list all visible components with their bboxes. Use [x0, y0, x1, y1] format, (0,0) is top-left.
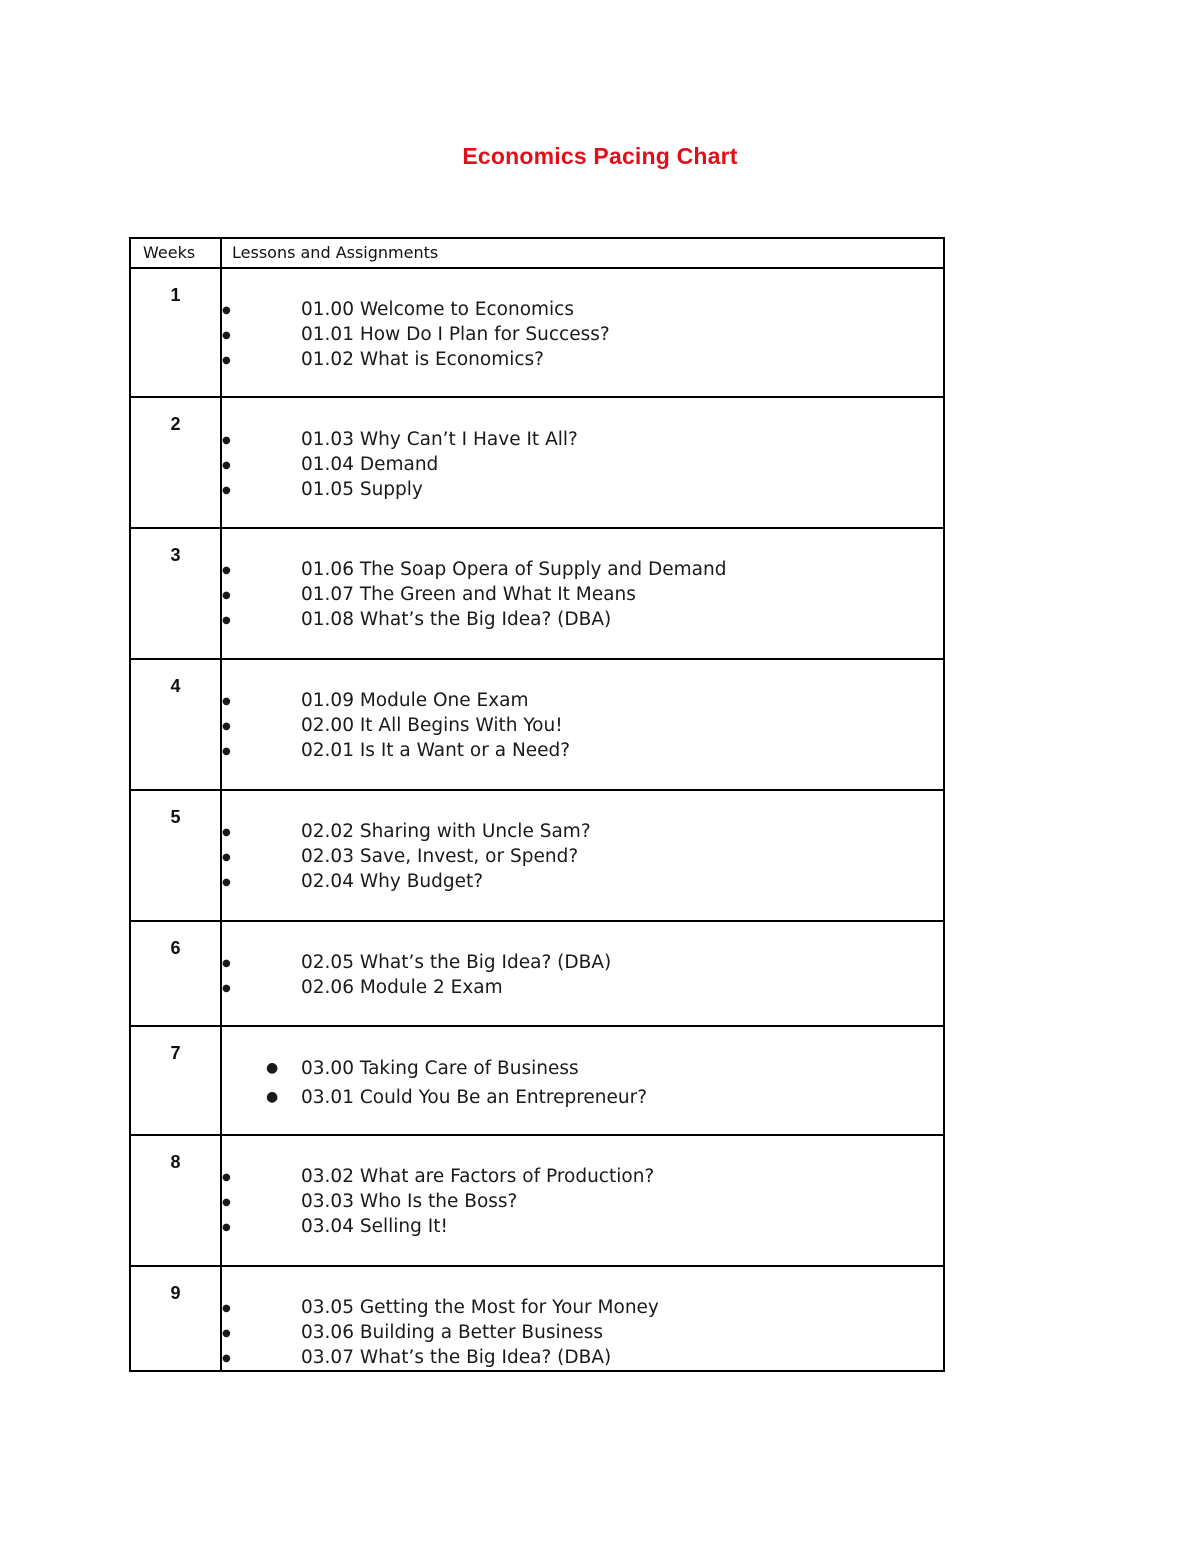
- list-item: [222, 582, 943, 607]
- bullet-icon: ●: [222, 852, 231, 863]
- bullet-icon: ●: [222, 305, 231, 316]
- week-number: 7: [130, 1026, 221, 1135]
- bullet-icon: ●: [222, 877, 231, 888]
- lesson-label: 03.06 Building a Better Business: [301, 1322, 604, 1343]
- list-item: [222, 427, 943, 452]
- lesson-label: 01.09 Module One Exam: [301, 690, 529, 711]
- list-item: [222, 1345, 943, 1370]
- week-number: 8: [130, 1135, 221, 1266]
- list-item: [222, 844, 943, 869]
- list-item: [222, 1164, 943, 1189]
- bullet-icon: ●: [222, 696, 231, 707]
- lesson-label: 02.00 It All Begins With You!: [301, 715, 563, 736]
- lessons-cell: [221, 659, 944, 790]
- week-number: 4: [130, 659, 221, 790]
- bullet-icon: ●: [222, 1328, 231, 1339]
- lesson-list: [222, 529, 943, 632]
- lesson-label: 03.02 What are Factors of Production?: [301, 1166, 655, 1187]
- list-item: [222, 950, 943, 975]
- lesson-label: 01.05 Supply: [301, 479, 423, 500]
- bullet-icon: ●: [222, 615, 231, 626]
- lesson-list: [222, 922, 943, 1000]
- lesson-list: [222, 660, 943, 763]
- table-row: [130, 1135, 944, 1266]
- lesson-list: [222, 269, 943, 372]
- table-header-row: [130, 238, 944, 268]
- lesson-list: [222, 1027, 943, 1112]
- list-item: [222, 975, 943, 1000]
- lessons-cell: [221, 921, 944, 1026]
- bullet-icon: ●: [266, 1089, 279, 1105]
- list-item: [222, 557, 943, 582]
- list-item: [222, 347, 943, 372]
- list-item: [222, 869, 943, 894]
- lesson-label: 01.08 What’s the Big Idea? (DBA): [301, 609, 612, 630]
- lessons-cell: [221, 397, 944, 528]
- lesson-label: 02.01 Is It a Want or a Need?: [301, 740, 571, 761]
- lesson-list: [222, 1267, 943, 1370]
- list-item: [222, 1189, 943, 1214]
- bullet-icon: ●: [222, 485, 231, 496]
- table-row: [130, 1266, 944, 1371]
- list-item: [222, 452, 943, 477]
- week-number: 2: [130, 397, 221, 528]
- lesson-list: [222, 1136, 943, 1239]
- table-row: [130, 659, 944, 790]
- table-row: [130, 1026, 944, 1135]
- lesson-label: 01.03 Why Can’t I Have It All?: [301, 429, 578, 450]
- week-number: 5: [130, 790, 221, 921]
- bullet-icon: ●: [222, 590, 231, 601]
- lesson-label: 01.00 Welcome to Economics: [301, 299, 574, 320]
- lesson-list: [222, 791, 943, 894]
- bullet-icon: ●: [222, 435, 231, 446]
- bullet-icon: ●: [222, 565, 231, 576]
- table-row: [130, 528, 944, 659]
- bullet-icon: ●: [222, 330, 231, 341]
- header-weeks: Weeks: [130, 238, 221, 268]
- lessons-cell: [221, 268, 944, 397]
- pacing-table: [129, 237, 945, 1372]
- lesson-label: 02.03 Save, Invest, or Spend?: [301, 846, 579, 867]
- lesson-label: 01.07 The Green and What It Means: [301, 584, 636, 605]
- lessons-cell: [221, 790, 944, 921]
- bullet-icon: ●: [222, 1222, 231, 1233]
- table-row: [130, 268, 944, 397]
- list-item: [222, 1214, 943, 1239]
- lessons-cell: [221, 1266, 944, 1371]
- lesson-label: 03.01 Could You Be an Entrepreneur?: [301, 1087, 648, 1108]
- list-item: [222, 819, 943, 844]
- week-number: 1: [130, 268, 221, 397]
- list-item: [222, 1083, 943, 1112]
- lesson-label: 01.02 What is Economics?: [301, 349, 545, 370]
- list-item: [222, 688, 943, 713]
- header-lessons: Lessons and Assignments: [221, 238, 944, 268]
- list-item: [222, 607, 943, 632]
- lesson-list: [222, 398, 943, 502]
- lessons-cell: [221, 1135, 944, 1266]
- lesson-label: 02.04 Why Budget?: [301, 871, 484, 892]
- bullet-icon: ●: [222, 1303, 231, 1314]
- list-item: [222, 1295, 943, 1320]
- bullet-icon: ●: [266, 1060, 279, 1076]
- bullet-icon: ●: [222, 1197, 231, 1208]
- bullet-icon: ●: [222, 1353, 231, 1364]
- table-row: [130, 790, 944, 921]
- table-row: [130, 921, 944, 1026]
- list-item: [222, 477, 943, 502]
- lessons-cell: [221, 528, 944, 659]
- lesson-label: 01.01 How Do I Plan for Success?: [301, 324, 610, 345]
- lesson-label: 02.06 Module 2 Exam: [301, 977, 503, 998]
- bullet-icon: ●: [222, 1172, 231, 1183]
- week-number: 9: [130, 1266, 221, 1371]
- bullet-icon: ●: [222, 746, 231, 757]
- lesson-label: 03.03 Who Is the Boss?: [301, 1191, 518, 1212]
- bullet-icon: ●: [222, 827, 231, 838]
- lesson-label: 03.04 Selling It!: [301, 1216, 448, 1237]
- bullet-icon: ●: [222, 460, 231, 471]
- bullet-icon: ●: [222, 355, 231, 366]
- bullet-icon: ●: [222, 721, 231, 732]
- bullet-icon: ●: [222, 983, 231, 994]
- bullet-icon: ●: [222, 958, 231, 969]
- lesson-label: 01.04 Demand: [301, 454, 439, 475]
- list-item: [222, 322, 943, 347]
- lesson-label: 02.05 What’s the Big Idea? (DBA): [301, 952, 612, 973]
- lesson-label: 01.06 The Soap Opera of Supply and Demand: [301, 559, 727, 580]
- list-item: [222, 297, 943, 322]
- table-row: [130, 397, 944, 528]
- page-title: Economics Pacing Chart: [462, 143, 738, 169]
- lesson-label: 03.00 Taking Care of Business: [301, 1058, 579, 1079]
- list-item: [222, 1320, 943, 1345]
- list-item: [222, 738, 943, 763]
- list-item: [222, 1054, 943, 1083]
- lesson-label: 02.02 Sharing with Uncle Sam?: [301, 821, 591, 842]
- week-number: 3: [130, 528, 221, 659]
- lessons-cell: [221, 1026, 944, 1135]
- list-item: [222, 713, 943, 738]
- week-number: 6: [130, 921, 221, 1026]
- lesson-label: 03.05 Getting the Most for Your Money: [301, 1297, 659, 1318]
- lesson-label: 03.07 What’s the Big Idea? (DBA): [301, 1347, 612, 1368]
